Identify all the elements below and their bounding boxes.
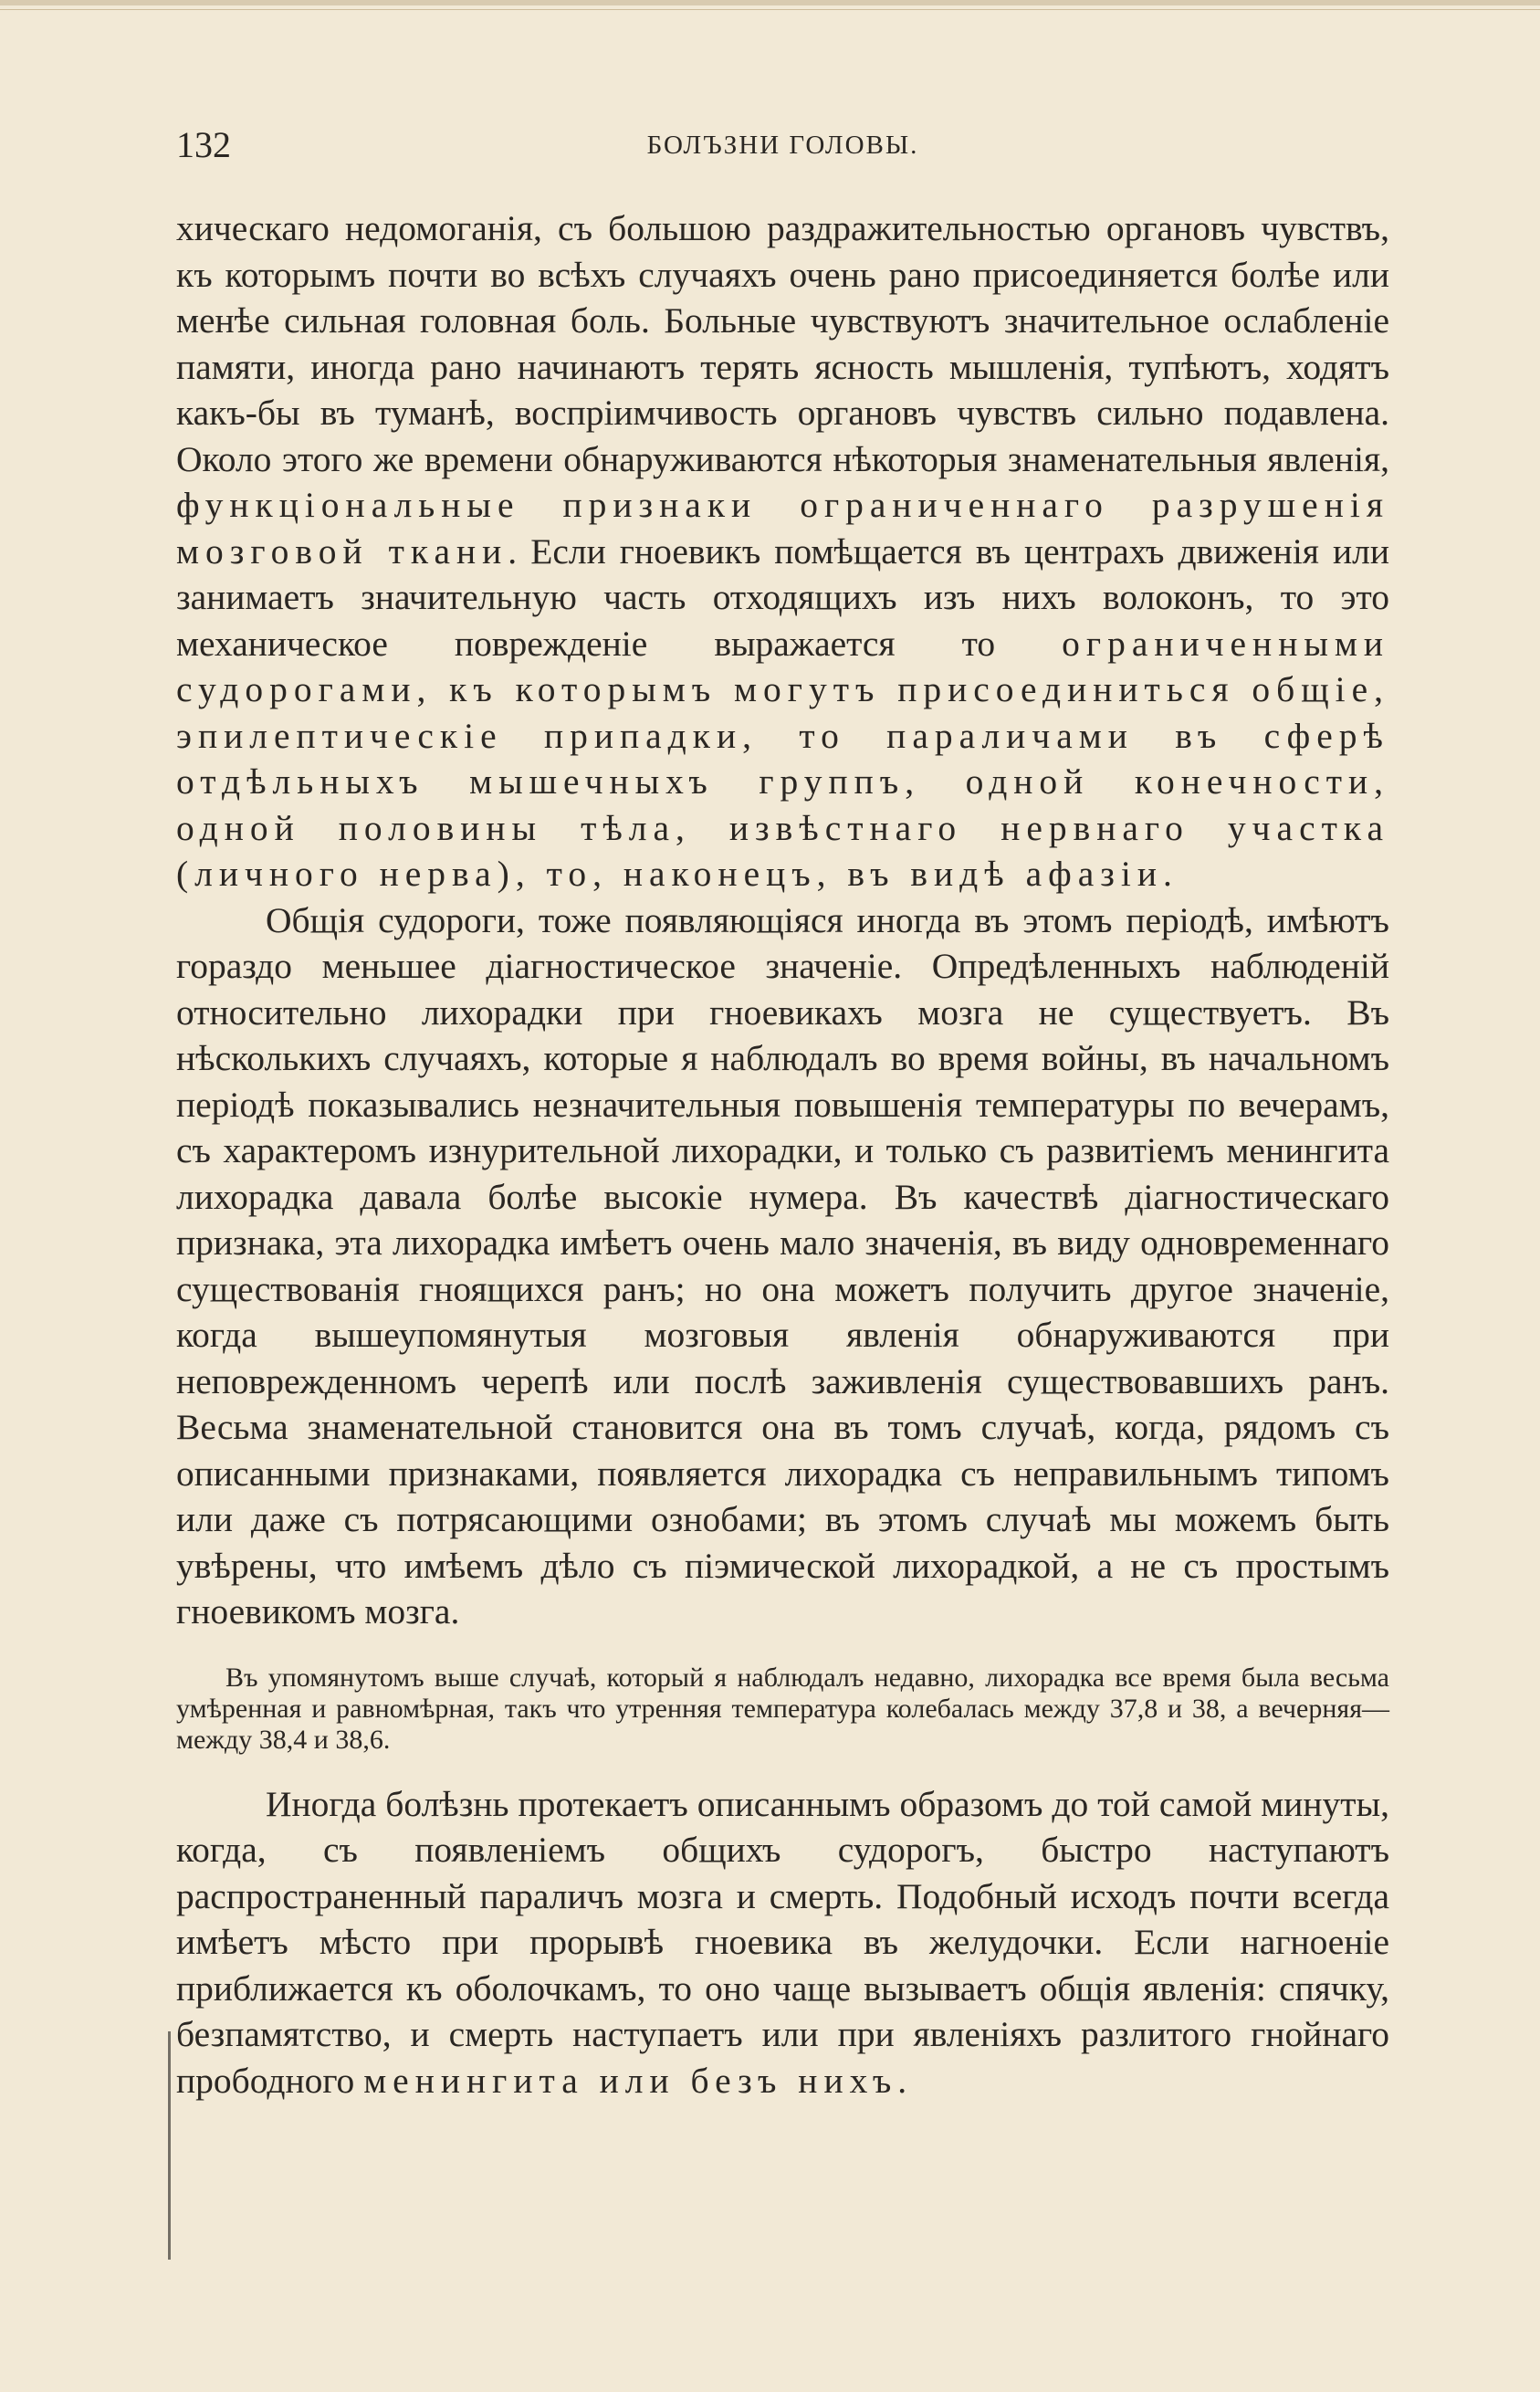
paragraph-1 bbox=[176, 205, 1389, 897]
body-text bbox=[176, 205, 1389, 2103]
spaced-phrase-2: ограниченными судорогами, къ которымъ могутъ присоединиться общіе, эпилептическіе припадки, то параличами въ сферѣ отдѣльныхъ мышечныхъ группъ, одной конечности, одной половины тѣла, извѣстнаго нервнаго участка (личного нерва), то, наконецъ, въ видѣ афазіи bbox=[176, 623, 1389, 894]
footnote: Въ упомянутомъ выше случаѣ, который я наблюдалъ недавно, лихорадка все время была весьма умѣренная и равномѣрная, такъ что утренняя температура колебалась между 37,8 и 38, а вечерняя—между 38,4 и 38,6. bbox=[176, 1662, 1389, 1755]
paragraph-1-part-e: . bbox=[1162, 854, 1172, 894]
paragraph-3-text: Иногда болѣзнь протекаетъ описаннымъ образомъ до той самой минуты, когда, съ появленіемъ общихъ судорогъ, быстро наступаютъ распространенный параличъ мозга и смерть. Подобный исходъ почти всегда имѣетъ мѣсто при прорывѣ гноевика въ желудочки. Если нагноеніе приближается къ оболочкамъ, то оно чаще вызываетъ общія явленія: спячку, безпамятство, и смерть наступаетъ или при явленіяхъ разлитого гнойнаго прободного bbox=[176, 1783, 1389, 2101]
paragraph-1-part-a: хическаго недомоганія, съ большою раздражительностью органовъ чувствъ, къ которымъ почти во всѣхъ случаяхъ очень рано присоединяется болѣе или менѣе сильная головная боль. Больные чувствуютъ значительное ослабленіе памяти, иногда рано начинаютъ терять ясность мышленія, тупѣютъ, ходятъ какъ-бы въ туманѣ, воспріимчивость органовъ чувствъ сильно подавлена. Около этого же времени обнаруживаются нѣкоторыя знаменательныя явленія, bbox=[176, 208, 1389, 479]
page-header bbox=[176, 123, 1389, 169]
paragraph-3 bbox=[176, 1781, 1389, 2104]
scan-edge-line bbox=[0, 9, 1540, 10]
paragraph-2: Общія судороги, тоже появляющіяся иногда въ этомъ періодѣ, имѣютъ гораздо меньшее діагностическое значеніе. Опредѣленныхъ наблюденій относительно лихорадки при гноевикахъ мозга не существуетъ. Въ нѣсколькихъ случаяхъ, которые я наблюдалъ во время войны, въ начальномъ періодѣ показывались незначительныя повышенія температуры по вечерамъ, съ характеромъ изнурительной лихорадки, и только съ развитіемъ менингита лихорадка давала болѣе высокіе нумера. Въ качествѣ діагностическаго признака, эта лихорадка имѣетъ очень мало значенія, въ виду одновременнаго существованія гноящихся ранъ; но она можетъ получить другое значеніе, когда вышеупомянутыя мозговыя явленія обнаруживаются при неповрежденномъ черепѣ или послѣ заживленія существовавшихъ ранъ. Весьма знаменательной становится она въ томъ случаѣ, когда, рядомъ съ описанными признаками, появляется лихорадка съ неправильнымъ типомъ или даже съ потрясающими ознобами; въ этомъ случаѣ мы можемъ быть увѣрены, что имѣемъ дѣло съ піэмической лихорадкой, а не съ простымъ гноевикомъ мозга. bbox=[176, 899, 1389, 1631]
running-head: БОЛЪЗНИ ГОЛОВЫ. bbox=[646, 131, 919, 160]
spaced-phrase-3: менингита или безъ нихъ. bbox=[363, 2060, 914, 2101]
page-number: 132 bbox=[176, 124, 231, 165]
spaced-phrase-1: функціональные признаки ограниченнаго разрушенія мозговой ткани bbox=[176, 485, 1389, 572]
scan-edge bbox=[0, 0, 1540, 5]
paragraph-1-part-c: . Если гноевикъ помѣщается въ центрахъ движенія или занимаетъ значительную часть отходящихъ изъ нихъ волоконъ, то это механическое поврежденіе выражается то bbox=[176, 530, 1389, 664]
pencil-margin-mark bbox=[168, 2031, 171, 2260]
